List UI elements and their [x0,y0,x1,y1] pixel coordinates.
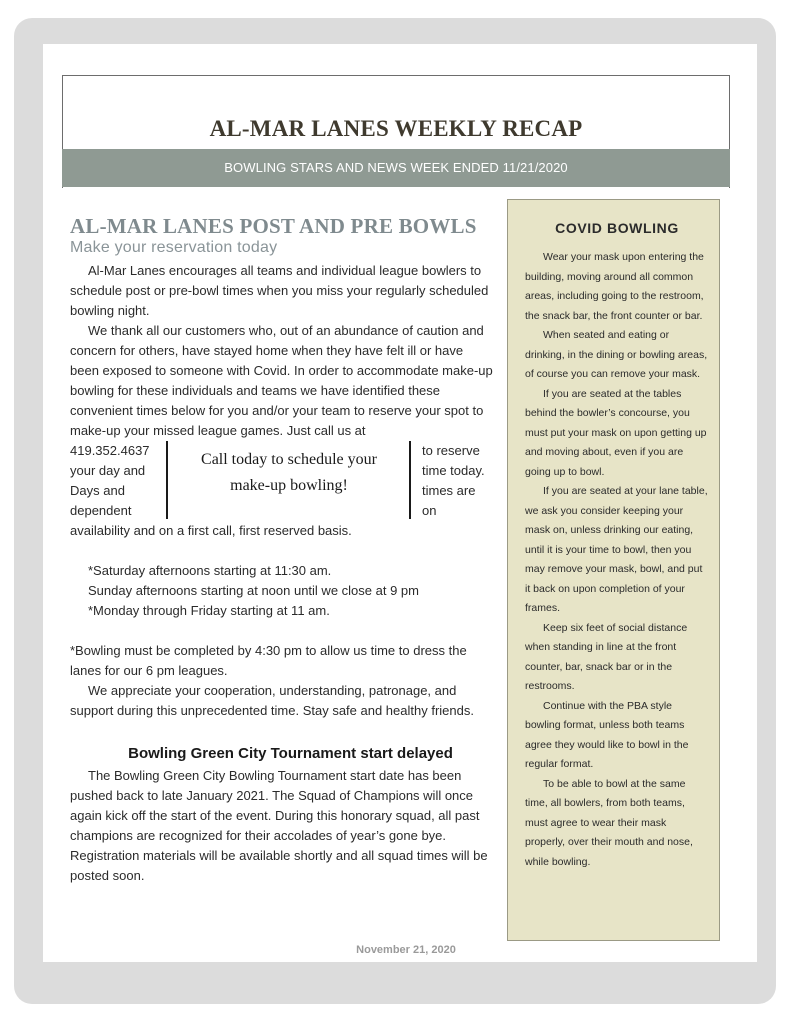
sidebar-paragraph: To be able to bowl at the same time, all bowlers, from both teams, must agree to wear their mask properly, over their mouth and nose, while bowling. [525,777,693,868]
sidebar-title: COVID BOWLING [555,220,679,236]
tournament-paragraph: The Bowling Green City Bowling Tournament start date has been pushed back to late January 2021. The Squad of Champions will once again kick off the start of the event. During this honorary squad, all past champions are recognized for their accolades of year’s gone bye. Registration materials will be available shortly and all squad times will be posted soon. [70,768,488,883]
footer-date: November 21, 2020 [356,944,456,956]
thanks-paragraph: We thank all our customers who, out of an abundance of caution and concern for others, have stayed home when they have felt ill or have been exposed to someone with Covid. In order to accommodate make-up bowling for these individuals and teams we have identified these convenient times below for you and/or your team to reserve your spot to make-up your missed league games. Just call us at [70,323,493,438]
main-article [70,214,495,886]
section-subheading: Make your reservation today [70,239,278,256]
sidebar-paragraph: Continue with the PBA style bowling format, unless both teams agree they would like to bowl in the regular format. [525,699,689,770]
sidebar-paragraph: When seated and eating or drinking, in the dining or bowling areas, of course you can remove your mask. [525,329,708,380]
appreciation-paragraph: We appreciate your cooperation, understanding, patronage, and support during this unprecedented time. Stay safe and healthy friends. [70,683,474,718]
subtitle-band [62,149,730,187]
callout-divider-left [166,441,168,519]
sidebar-paragraph: If you are seated at the tables behind the bowler’s concourse, you must put your mask on upon getting up and moving about, even if you are going up to bowl. [525,387,707,478]
sidebar-paragraph: Keep six feet of social distance when standing in line at the front counter, bar, snack bar or in the restrooms. [525,621,688,692]
list-item: *Saturday afternoons starting at 11:30 am. [88,563,332,578]
callout-line-1: Call today to schedule your [201,451,377,468]
callout-right-line: to reserve [422,443,480,458]
covid-sidebar [507,199,720,941]
callout-left-line: Days and [70,483,125,498]
callout-right-line: time today. [422,463,485,478]
callout-right-line: times are [422,483,476,498]
availability-paragraph: availability and on a first call, first reserved basis. [70,523,352,538]
completion-note: *Bowling must be completed by 4:30 pm to allow us time to dress the lanes for our 6 pm leagues. [70,643,467,678]
tournament-heading: Bowling Green City Tournament start delayed [128,745,453,762]
list-item: Sunday afternoons starting at noon until we close at 9 pm [88,583,419,598]
callout-row [70,441,495,521]
callout-left-text [70,441,162,521]
callout-divider-right [409,441,411,519]
sidebar-paragraph: Wear your mask upon entering the building, moving around all common areas, including going to the restroom, the snack bar, the front counter or bar. [525,251,704,322]
schedule-list [70,561,495,621]
sidebar-paragraph: If you are seated at your lane table, we ask you consider keeping your mask on, unless drinking our eating, until it is your time to bowl, then you may remove your mask, bowl, and put it back on upon completion of your frames. [525,485,708,614]
callout-right-text [422,441,502,521]
phone-number: 419.352.4637 [70,443,150,458]
callout-line-2: make-up bowling! [230,477,348,494]
intro-paragraph: Al-Mar Lanes encourages all teams and individual league bowlers to schedule post or pre-bowl times when you miss your regularly scheduled bowling night. [70,263,489,318]
newsletter-title: AL-MAR LANES WEEKLY RECAP [209,116,583,141]
newsletter-subtitle: BOWLING STARS AND NEWS WEEK ENDED 11/21/2020 [224,160,568,175]
callout-left-line: dependent [70,503,132,518]
callout-box [180,447,398,499]
section-heading: AL-MAR LANES POST AND PRE BOWLS [70,214,477,238]
list-item: *Monday through Friday starting at 11 am. [88,603,330,618]
callout-right-line: on [422,503,437,518]
callout-left-line: your day and [70,463,146,478]
